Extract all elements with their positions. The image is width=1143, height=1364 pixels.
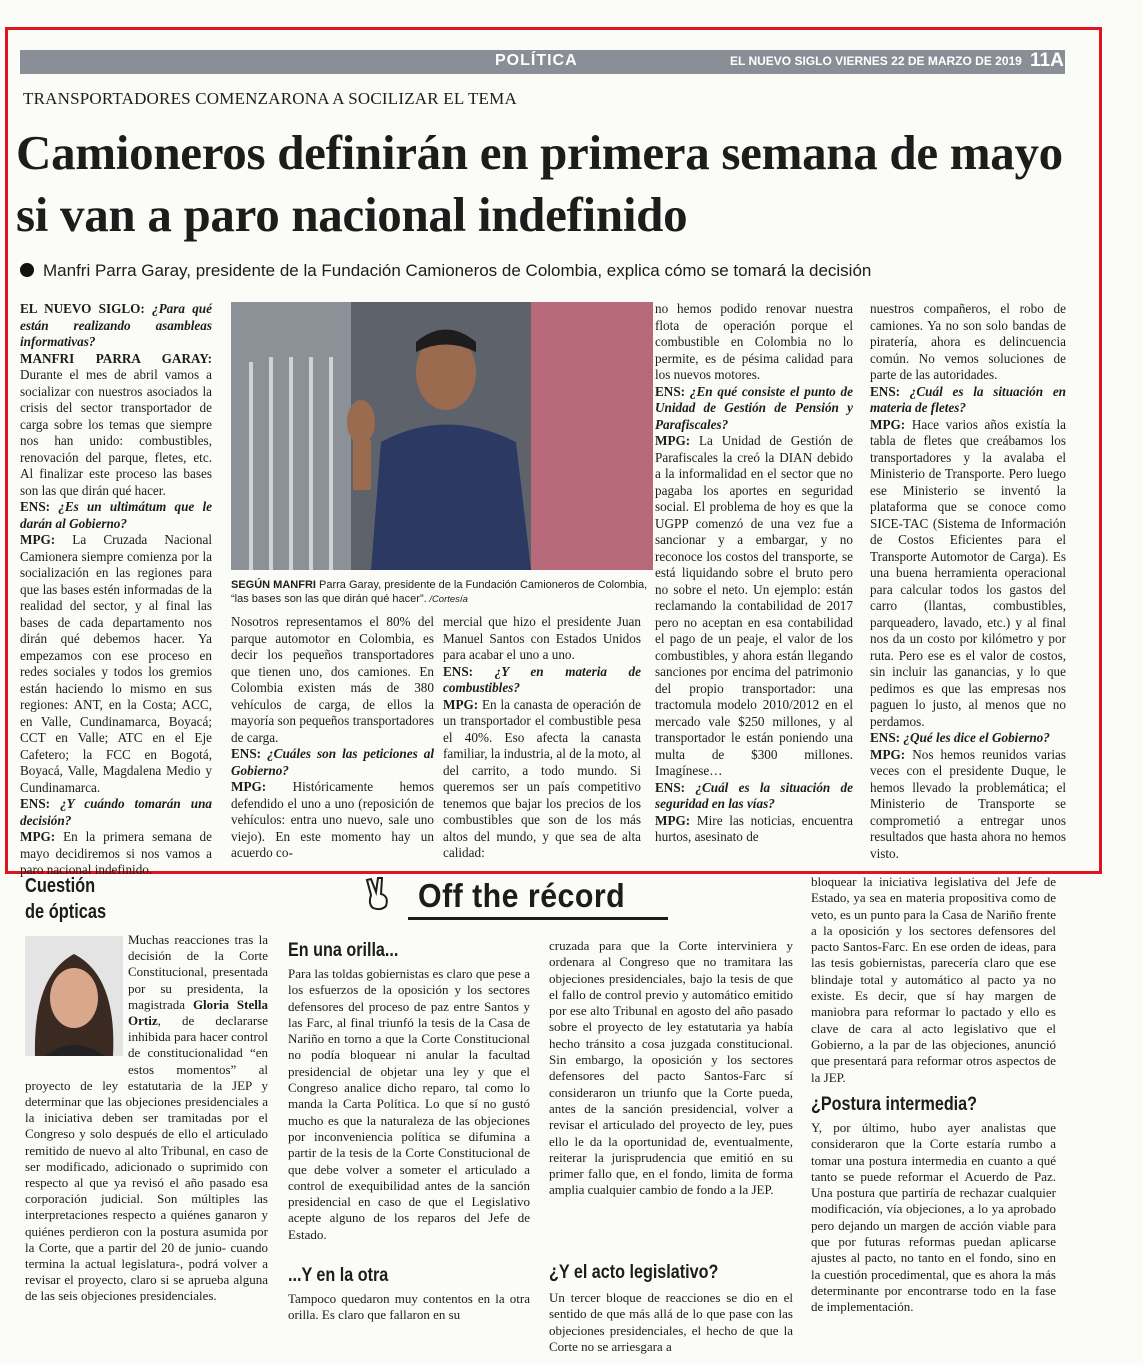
question-text: ¿Cuál es la situación de seguridad en las vías? <box>655 779 853 811</box>
cuestion-text-lead: Muchas reacciones tras la decisión de la Corte Constitucional, presentada por su presidenta, la magistrada <box>128 932 268 1012</box>
answer-text: En la canasta de operación de un transportador el combustible pesa el 40%. Eso afecta la canasta familiar, la industria, al de la moto, al del carrito, a todo mundo. Si queremos ser un país competitivo tenemos que bajar los precios de los combustibles que son de los más altos del mundo, y que sea de alta calidad: <box>443 696 641 860</box>
off-record-col1: Para las toldas gobiernistas es claro que pese a los esfuerzos de la oposición y los sectores defensores del proceso de paz entre Santos y las Farc, al final triunfó la tesis de la Casa de Nariño en torno a que la Corte Constitucional no podía bloquear ni anular la facultad presidencial de objetar una ley y que el Congreso analice dicho reparo, tal como lo manda la Carta Política. Lo que sí no gustó mucho es que la naturaleza de las objeciones por inconveniencia política se difumina a partir de la tesis de la Corte Constitucional de que debe volver a someter el articulado a control de exequibilidad antes de la sanción presidencial en caso de que el Legislativo acepte alguno de los reparos del Jefe de Estado. <box>288 966 530 1242</box>
interview-column-3 <box>443 614 642 860</box>
answer-text: Hace varios años existía la tabla de fletes que creábamos los transportadores y la avalaba el Ministerio de Transporte. Pero luego ese Ministerio se inventó la plataforma que se conoce como SICE-TAC (Sistema de Información de Costos Eficientes para el Transporte Automotor de Carga). Es una buena herramienta operacional para calcular todos los gastos del carro (llantas, combustibles, parqueadero, lavado, etc.) y al final nos da un costo por kilómetro y por ruta. Pero ese es el valor de costos, sin incluir las ganancias, y lo que pedimos es que las empresas nos paguen lo justo, al menos que no perdamos. <box>870 416 1066 729</box>
question-text: ¿Y en materia de combustibles? <box>443 663 642 695</box>
subtitle-postura-intermedia: ¿Postura intermedia? <box>811 1094 978 1115</box>
cuestion-text <box>25 932 268 1357</box>
interview-answer <box>231 779 434 862</box>
article-kicker: TRANSPORTADORES COMENZARONA A SOCILIZAR EL TEMA <box>23 89 517 108</box>
speaker-label: MPG: <box>870 746 913 762</box>
bullet-icon <box>20 263 34 277</box>
question-text: ¿Cuáles son las peticiones al Gobierno? <box>231 746 434 778</box>
interview-answer <box>20 532 212 796</box>
off-record-col1b: Tampoco quedaron muy contentos en la otra orilla. Es claro que fallaron en su <box>288 1291 530 1323</box>
subhead-text: Manfri Parra Garay, presidente de la Fundación Camioneros de Colombia, explica cómo se tomará la decisión <box>43 261 872 280</box>
interview-question <box>443 664 641 697</box>
answer-text: mercial que hizo el presidente Juan Manuel Santos con Estados Unidos para acabar el uno a uno. <box>443 614 641 662</box>
answer-text: La Unidad de Gestión de Parafiscales la creó la DIAN debido a la informalidad en el sector que no pagaba los aportes en seguridad social. El problema de hoy es que la UGPP comenzó de una vez fue a sancionar y a embargar, y no reconoce los costos del transporte, se está liquidando sobre el bruto pero no sobre el neto. Un ejemplo: están reclamando la contabilidad de 2017 pero no aceptan en esa contabilidad el pago de un peaje, el valor de los combustibles, y ahora están llegando sanciones por encima del patrimonio del propio transportador: una tractomula modelo 2010/2012 en el mercado vale $250 millones, y al transportador le están poniendo una multa de $300 millones. Imagínese… <box>655 433 853 778</box>
interview-question <box>20 301 212 351</box>
off-record-col3: bloquear la iniciativa legislativa del Jefe de Estado, ya sea en materia propositiva como de veto, es un punto para la Casa de Nariño frente a la oposición y los sectores defensores del pacto Santos-Farc. En ese orden de ideas, para las tesis gobiernistas, parecería claro que ese blindaje total y automático al pacto ya no existe. Es decir, que sí hay margen de maniobra para reformar lo pactado y ello es clave de cara al acto legislativo que el Gobierno, a la par de las objeciones, anunció que presentará para reformar otros aspectos de la JEP. <box>811 874 1056 1085</box>
issue-date: EL NUEVO SIGLO VIERNES 22 DE MARZO DE 2019 <box>730 54 1022 68</box>
speaker-label: ENS: <box>20 499 59 514</box>
speaker-label: MPG: <box>20 532 73 547</box>
answer-text: nuestros compañeros, el robo de camiones. Ya no son solo bandas de piratería, ahora es delincuencia común. No vemos soluciones de parte de las autoridades. <box>870 301 1066 382</box>
peace-hand-icon <box>364 877 392 911</box>
interview-answer <box>443 614 641 664</box>
interviewee-photo <box>231 302 653 570</box>
question-text: ¿Para qué están realizando asambleas informativas? <box>20 301 212 349</box>
answer-text: Mire las noticias, encuentra hurtos, asesinato de <box>655 812 853 844</box>
interview-answer <box>20 351 212 500</box>
off-record-col2: cruzada para que la Corte interviniera y ordenara al Congreso que no tramitara las objeciones presidenciales, bajo la tesis de que el fallo de control previo y automático emitido por ese alto Tribunal en agosto del año pasado sobre el proyecto de ley estatutaria ya había hecho tránsito a cosa juzgada constitucional. Sin embargo, la oposición y los sectores defensores del pacto Santos-Farc sí consideraron un triunfo que la Corte pueda, antes de la sanción presidencial, volver a revisar el articulado del proyecto de ley, pues ello le da la oportunidad de, eventualmente, reiterar la jurisprudencia que emitió en su primer fallo que, en el fondo, limita de forma amplia cualquier cambio de fondo a la JEP. <box>549 938 793 1198</box>
interview-question <box>20 499 212 532</box>
interview-question <box>655 780 853 813</box>
article-headline: Camioneros definirán en primera semana de mayo si van a paro nacional indefinido <box>16 125 1063 242</box>
article-subhead <box>20 261 871 281</box>
section-name: POLÍTICA <box>495 52 578 69</box>
speaker-label: ENS: <box>870 730 904 745</box>
speaker-label: MPG: <box>655 433 699 448</box>
portrait-spacer <box>25 932 128 1062</box>
interview-answer <box>20 829 212 879</box>
speaker-label: MANFRI PARRA GARAY: <box>20 350 212 366</box>
interview-question <box>870 384 1066 417</box>
interview-column-5 <box>870 301 1067 861</box>
interview-question <box>20 796 212 829</box>
speaker-label: MPG: <box>870 416 912 432</box>
cuestion-title-line1: Cuestión <box>25 875 96 897</box>
interview-question <box>655 384 853 434</box>
interview-column-1 <box>20 301 212 877</box>
interview-answer <box>870 417 1066 731</box>
answer-text: Durante el mes de abril vamos a socializar con nuestros asociados la crisis del sector transportador de carga sobre los temas que siempre nos han unido: combustibles, renovación del parque, fletes, etc. Al finalizar este proceso las bases son las que dirán qué hacer. <box>20 367 212 498</box>
speaker-label: ENS: <box>655 383 690 399</box>
answer-text: no hemos podido renovar nuestra flota de operación porque el combustible en Colombia no lo permite, es de pésima calidad para los nuevos motores. <box>655 301 853 382</box>
off-record-rule <box>408 917 668 920</box>
question-text: ¿Cuál es la situación en materia de fletes? <box>870 383 1067 415</box>
answer-text: Nosotros representamos el 80% del parque automotor en Colombia, es decir los pequeños transportadores que tienen uno, dos camiones. En Colombia existen más de 380 vehículos de carga, de ellos la mayoría son pequeños transportadores de carga. <box>231 614 434 745</box>
interview-column-4 <box>655 301 853 856</box>
off-record-col2b: Un tercer bloque de reacciones se dio en el sentido de que más allá de lo que pase con las objeciones presidenciales, el hecho de que la Corte no se arriesgara a <box>549 1290 793 1354</box>
question-text: ¿Qué les dice el Gobierno? <box>903 730 1050 745</box>
subtitle-una-orilla: En una orilla... <box>288 940 399 961</box>
question-text: ¿Es un ultimátum que le darán al Gobierno? <box>20 499 212 531</box>
caption-credit: /Cortesía <box>426 594 468 605</box>
speaker-label: MPG: <box>655 812 697 828</box>
interview-question <box>231 746 434 779</box>
subtitle-acto-legislativo: ¿Y el acto legislativo? <box>549 1262 719 1283</box>
cuestion-title <box>25 873 106 925</box>
interview-answer <box>870 301 1066 384</box>
cuestion-title-line2: de ópticas <box>25 901 107 923</box>
interview-answer <box>443 697 641 862</box>
subtitle-en-la-otra: ...Y en la otra <box>288 1265 389 1286</box>
question-text: ¿En qué consiste el punto de Unidad de Gestión de Pensión y Parafiscales? <box>655 383 854 432</box>
caption-lead: SEGÚN MANFRI <box>231 579 316 591</box>
speaker-label: ENS: <box>870 383 910 399</box>
interview-column-2 <box>231 614 434 860</box>
answer-text: Históricamente hemos defendido el uno a uno (reposición de vehículos: entra uno nuevo, sale uno viejo). En este momento hay un acuerdo co- <box>231 779 434 860</box>
speaker-label: ENS: <box>20 796 61 811</box>
interview-answer <box>231 614 434 746</box>
answer-text: La Cruzada Nacional Camionera siempre comienza por la socialización en las regiones para que las bases estén informadas de la realidad del sector, y al final las bases de cada departamento nos dirán qué debemos hacer. Ya empezamos con ese proceso en redes sociales y todos los gremios están haciendo lo mismo en sus regiones: ANT, en la Costa; ACC, en Valle, Cundinamarca, Boyacá; CCT en Valle; ATC en el Eje Cafetero; la FCC en Bogotá, Boyacá, Valle, Magdalena Medio y Cundinamarca. <box>20 532 212 795</box>
speaker-label: ENS: <box>231 746 268 761</box>
interview-answer <box>870 747 1066 863</box>
speaker-label: MPG: <box>231 779 293 794</box>
interview-answer <box>655 301 853 384</box>
magistrate-name: Gloria Stella Ortiz <box>128 996 268 1029</box>
interview-question <box>870 730 1066 747</box>
page-number: 11A <box>1030 50 1064 71</box>
speaker-label: ENS: <box>655 779 696 795</box>
off-record-col3b: Y, por último, hubo ayer analistas que consideraron que la Corte estaría rumbo a tomar una postura intermedia en cuanto a qué tanto se puede reformar el Acuerdo de Paz. Una postura que partiría de rechazar cualquier modificación, vía objeciones, a lo ya aprobado pero dejando un margen de acción viable para que por futuras reformas puedan aplicarse ajustes al pacto, no tanto en el fondo, sino en la cuestión procedimental, que es ahora la más determinante por encontrarse todo en la fase de implementación. <box>811 1120 1056 1315</box>
answer-text: Nos hemos reunidos varias veces con el presidente Duque, le hemos llevado la problemática; el Ministerio de Transporte se comprometió a entregar unos resultados que hasta ahora no hemos visto. <box>870 746 1066 861</box>
speaker-label: ENS: <box>443 663 495 679</box>
question-text: ¿Y cuándo tomarán una decisión? <box>20 796 212 828</box>
off-record-title: Off the récord <box>418 877 626 914</box>
interview-answer <box>655 433 853 780</box>
interview-answer <box>655 813 853 846</box>
cuestion-text-rest: , de declararse inhibida para hacer control de constitucionalidad “en estos momentos” al proyecto de ley estatutaria de la JEP y determinar que las objeciones presidenciales a la iniciativa deben ser tramitadas por el Congreso y solo después de ello el articulado remitido de nuevo al alto Tribunal, en caso de ser modificado, adicionado o suprimido con respecto al que ya revisó el año pasado esa corporación judicial. Son múltiples las interpretaciones respecto a quiénes ganaron y quiénes perdieron con la postura asumida por la Corte, que a partir del 20 de junio- cuando termina la actual legislatura-, podrá volver a revisar el proyecto, claro si se aprueba alguna de las seis objeciones presidenciales. <box>25 1013 268 1304</box>
speaker-label: EL NUEVO SIGLO: <box>20 301 153 316</box>
speaker-label: MPG: <box>20 829 64 844</box>
photo-caption <box>231 578 653 607</box>
caption-text: Parra Garay, presidente de la Fundación Camioneros de Colombia, “las bases son las que dirán qué hacer”. <box>231 579 648 605</box>
speaker-label: MPG: <box>443 696 482 712</box>
answer-text: En la primera semana de mayo decidiremos si nos vamos a paro nacional indefinido. <box>20 829 212 877</box>
